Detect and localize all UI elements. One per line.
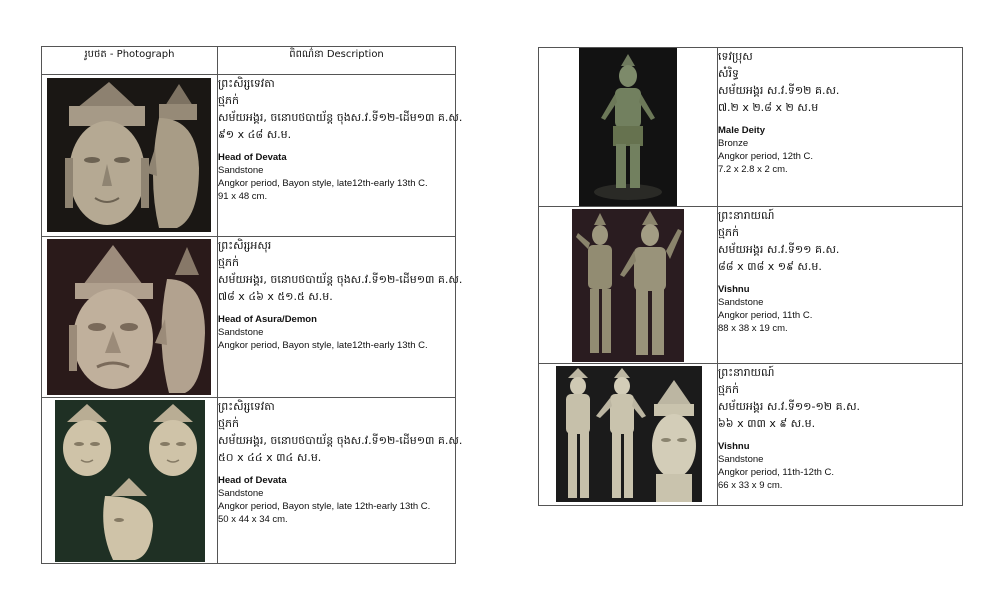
description-column-header: ពិពណ៌នា Description bbox=[218, 47, 456, 75]
english-material: Sandstone bbox=[218, 165, 264, 176]
khmer-size: ៧.២ x ២.៨ x ២ ស.ម bbox=[718, 101, 819, 114]
photo-cell bbox=[539, 48, 718, 207]
khmer-title: ព្រះសិរ្សទេវតា bbox=[218, 77, 275, 90]
english-period: Angkor period, Bayon style, late 12th-early 13th C. bbox=[218, 501, 431, 512]
three-devata-heads-photo bbox=[55, 400, 205, 562]
khmer-period: សម័យអង្គរ, ចនោបថបាយ័ន្ត ចុងស.វ.ទី១២-ដើម១៣ គ.ស. bbox=[218, 111, 463, 124]
english-material: Sandstone bbox=[218, 488, 264, 499]
two-asura-heads-photo bbox=[47, 239, 211, 395]
left-catalog-table bbox=[41, 46, 463, 564]
khmer-period: សម័យអង្គរ ស.វ.ទី១១ គ.ស. bbox=[718, 243, 840, 256]
english-title: Head of Devata bbox=[218, 152, 287, 163]
catalog-row bbox=[539, 207, 963, 364]
english-title: Vishnu bbox=[718, 441, 750, 452]
photograph-column-header: រូបថត - Photograph bbox=[42, 47, 218, 75]
khmer-title: ព្រះនារាយណ៍ bbox=[718, 366, 775, 379]
english-period: Angkor period, 12th C. bbox=[718, 151, 814, 162]
khmer-title: ទេវប្រុស bbox=[718, 50, 753, 63]
english-size: 88 x 38 x 19 cm. bbox=[718, 323, 788, 334]
khmer-material: ថ្មភក់ bbox=[218, 417, 239, 430]
khmer-size: ៦៦ x ៣៣ x ៩ ស.ម. bbox=[718, 417, 816, 430]
photo-cell bbox=[42, 75, 218, 237]
khmer-material: ថ្មភក់ bbox=[218, 94, 239, 107]
catalog-row bbox=[539, 48, 963, 207]
khmer-material: សំរិទ្ធ bbox=[718, 67, 739, 80]
english-title: Head of Devata bbox=[218, 475, 287, 486]
english-title: Male Deity bbox=[718, 125, 765, 136]
khmer-size: ៩១ x ៤៨ ស.ម. bbox=[218, 128, 292, 141]
catalog-row bbox=[539, 364, 963, 506]
two-devata-heads-photo bbox=[47, 78, 211, 232]
khmer-material: ថ្មភក់ bbox=[218, 256, 239, 269]
description-cell bbox=[218, 75, 463, 237]
description-cell bbox=[218, 237, 463, 398]
photo-cell bbox=[42, 237, 218, 398]
english-size: 66 x 33 x 9 cm. bbox=[718, 480, 783, 491]
description-cell bbox=[718, 364, 963, 506]
khmer-title: ព្រះសិរ្សទេវតា bbox=[218, 400, 275, 413]
photo-cell bbox=[539, 364, 718, 506]
khmer-period: សម័យអង្គរ, ចនោបថបាយ័ន្ត ចុងស.វ.ទី១២-ដើម១៣ គ.ស. bbox=[218, 273, 463, 286]
left-header-row bbox=[42, 47, 456, 75]
english-title: Head of Asura/Demon bbox=[218, 314, 317, 325]
photo-cell bbox=[539, 207, 718, 364]
khmer-material: ថ្មភក់ bbox=[718, 226, 739, 239]
vishnu-three-views-photo bbox=[556, 366, 702, 502]
vishnu-statue-photo bbox=[572, 209, 684, 362]
khmer-material: ថ្មភក់ bbox=[718, 383, 739, 396]
english-size: 50 x 44 x 34 cm. bbox=[218, 514, 288, 525]
english-material: Bronze bbox=[718, 138, 749, 149]
english-period: Angkor period, 11th C. bbox=[718, 310, 813, 321]
english-period: Angkor period, Bayon style, late12th-early 13th C. bbox=[218, 340, 428, 351]
description-cell bbox=[718, 207, 963, 364]
catalog-row bbox=[42, 237, 456, 398]
description-cell bbox=[718, 48, 963, 207]
khmer-period: សម័យអង្គរ, ចនោបថបាយ័ន្ត ចុងស.វ.ទី១២-ដើម១៣ គ.ស. bbox=[218, 434, 463, 447]
english-material: Sandstone bbox=[718, 297, 764, 308]
english-material: Sandstone bbox=[218, 327, 264, 338]
english-size: 91 x 48 cm. bbox=[218, 191, 268, 202]
right-catalog-table bbox=[538, 47, 963, 506]
bronze-male-deity-photo bbox=[579, 48, 677, 206]
khmer-period: សម័យអង្គរ ស.វ.ទី១១-១២ គ.ស. bbox=[718, 400, 861, 413]
english-material: Sandstone bbox=[718, 454, 764, 465]
description-cell bbox=[218, 398, 463, 564]
khmer-title: ព្រះនារាយណ៍ bbox=[718, 209, 775, 222]
khmer-size: ៨៨ x ៣៨ x ១៩ ស.ម. bbox=[718, 260, 822, 273]
english-size: 7.2 x 2.8 x 2 cm. bbox=[718, 164, 788, 175]
photo-cell bbox=[42, 398, 218, 564]
khmer-title: ព្រះសិរ្សអសុរ bbox=[218, 239, 272, 252]
catalog-row bbox=[42, 398, 456, 564]
catalog-row bbox=[42, 75, 456, 237]
english-title: Vishnu bbox=[718, 284, 750, 295]
english-period: Angkor period, 11th-12th C. bbox=[718, 467, 835, 478]
english-period: Angkor period, Bayon style, late12th-early 13th C. bbox=[218, 178, 428, 189]
khmer-period: សម័យអង្គរ ស.វ.ទី១២ គ.ស. bbox=[718, 84, 840, 97]
khmer-size: ៧៨ x ៤៦ x ៥១.៥ ស.ម. bbox=[218, 290, 333, 303]
khmer-size: ៥០ x ៤៤ x ៣៤ ស.ម. bbox=[218, 451, 322, 464]
